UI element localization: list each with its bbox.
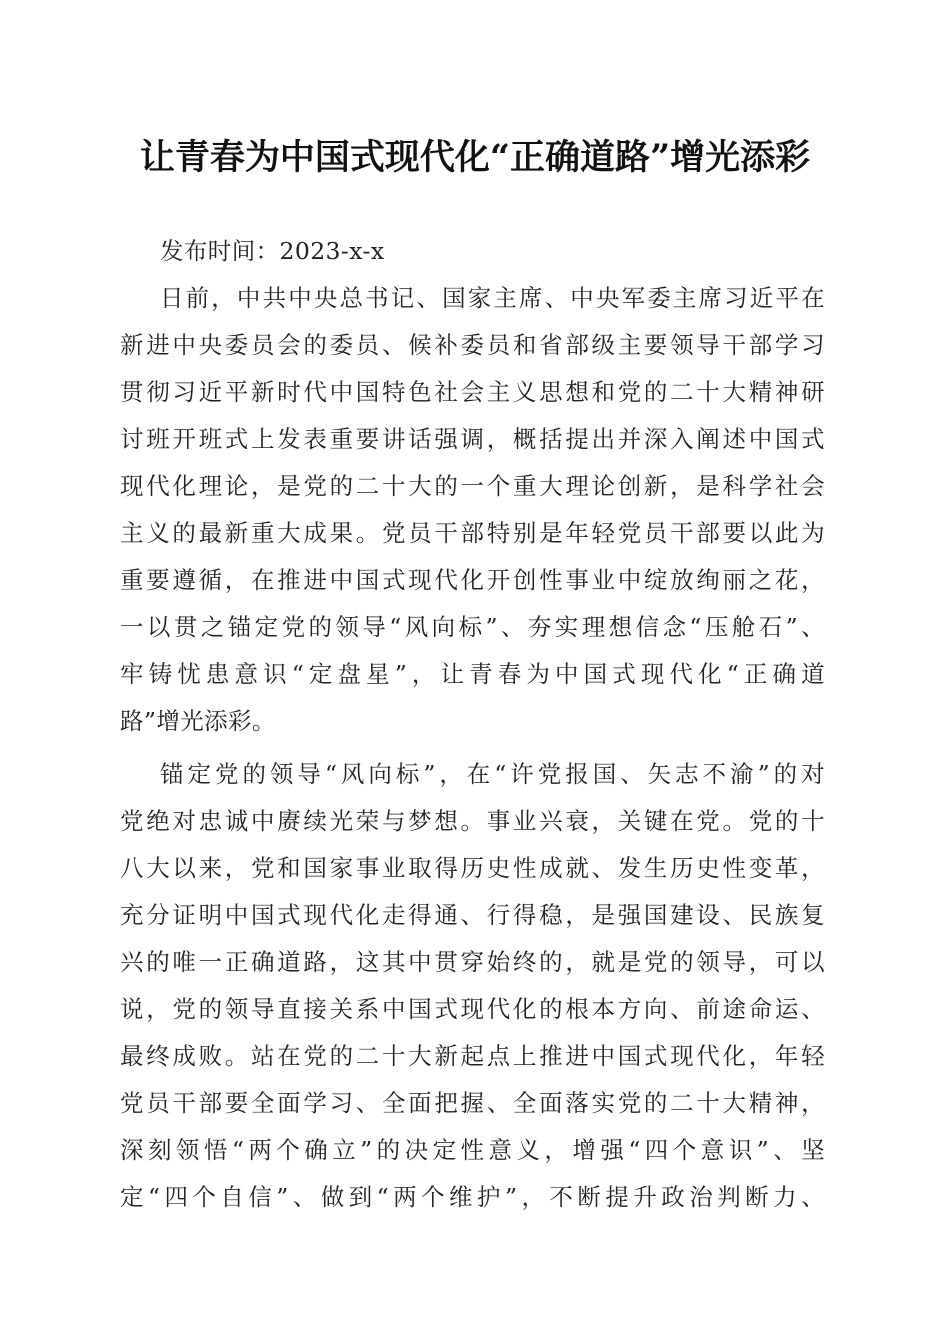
paragraph-line: 兴的唯一正确道路，这其中贯穿始终的，就是党的领导，可以	[120, 948, 825, 976]
paragraph-line: 一以贯之锚定党的领导“风向标”、夯实理想信念“压舱石”、	[120, 613, 825, 641]
paragraph-line: 充分证明中国式现代化走得通、行得稳，是强国建设、民族复	[120, 901, 825, 929]
document-body	[120, 228, 825, 1221]
paragraph-line: 新进中央委员会的委员、候补委员和省部级主要领导干部学习	[120, 331, 825, 359]
paragraph-line: 牢铸忧患意识“定盘星”，让青春为中国式现代化“正确道	[120, 660, 825, 688]
paragraph-line: 党绝对忠诚中赓续光荣与梦想。事业兴衰，关键在党。党的十	[120, 807, 825, 835]
paragraph-line: 锚定党的领导“风向标”，在“许党报国、矢志不渝”的对	[160, 760, 825, 788]
paragraph-line: 说，党的领导直接关系中国式现代化的根本方向、前途命运、	[120, 995, 825, 1023]
paragraph-line: 党员干部要全面学习、全面把握、全面落实党的二十大精神，	[120, 1089, 825, 1117]
paragraph-line: 日前，中共中央总书记、国家主席、中央军委主席习近平在	[160, 284, 825, 312]
paragraph-line: 最终成败。站在党的二十大新起点上推进中国式现代化，年轻	[120, 1042, 825, 1070]
paragraph-line: 路”增光添彩。	[120, 707, 276, 735]
paragraph-1	[120, 275, 825, 745]
paragraph-line: 重要遵循，在推进中国式现代化开创性事业中绽放绚丽之花，	[120, 566, 825, 594]
paragraph-line: 定“四个自信”、做到“两个维护”，不断提升政治判断力、	[120, 1183, 825, 1211]
paragraph-line: 主义的最新重大成果。党员干部特别是年轻党员干部要以此为	[120, 519, 825, 547]
paragraph-line: 讨班开班式上发表重要讲话强调，概括提出并深入阐述中国式	[120, 425, 825, 453]
paragraph-line: 八大以来，党和国家事业取得历史性成就、发生历史性变革，	[120, 854, 825, 882]
paragraph-2	[120, 751, 825, 1221]
document-title: 让青春为中国式现代化“正确道路”增光添彩	[139, 137, 811, 178]
paragraph-line: 现代化理论，是党的二十大的一个重大理论创新，是科学社会	[120, 472, 825, 500]
publish-time: 发布时间：2023-x-x	[160, 237, 385, 265]
paragraph-line: 贯彻习近平新时代中国特色社会主义思想和党的二十大精神研	[120, 378, 825, 406]
paragraph-line: 深刻领悟“两个确立”的决定性意义，增强“四个意识”、坚	[120, 1136, 825, 1164]
